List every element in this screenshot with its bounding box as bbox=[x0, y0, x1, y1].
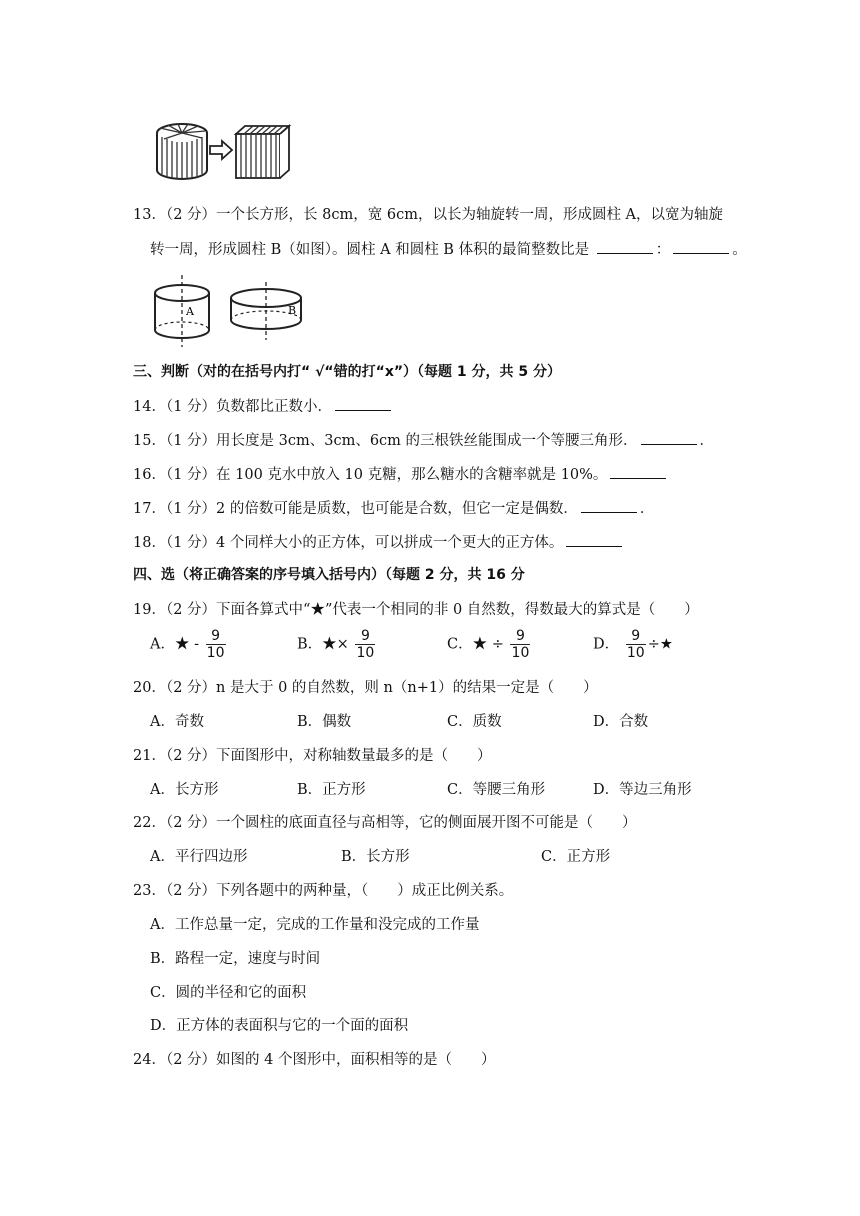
q19-d-num: 9 bbox=[631, 628, 641, 644]
q19-option-c[interactable] bbox=[447, 628, 532, 661]
q19-b-fraction bbox=[355, 628, 375, 661]
q23-option-b[interactable]: B．路程一定，速度与时间 bbox=[150, 951, 321, 967]
q20-option-d[interactable]: D．合数 bbox=[593, 714, 649, 730]
section3-heading: 三、判断（对的在括号内打“ √“错的打“x”）（每题 1 分，共 5 分） bbox=[133, 364, 562, 380]
q20-option-b[interactable]: B．偶数 bbox=[297, 714, 352, 730]
q19-b-den: 10 bbox=[356, 645, 375, 661]
q19-c-num: 9 bbox=[516, 628, 525, 644]
q17-blank[interactable] bbox=[581, 500, 637, 513]
q21-stem: 21．（2 分）下面图形中，对称轴数量最多的是（ ） bbox=[133, 748, 492, 764]
q14-blank[interactable] bbox=[335, 398, 391, 411]
q14-text: 14．（1 分）负数都比正数小． bbox=[133, 399, 333, 415]
cylinders-a-b-figure bbox=[0, 0, 860, 360]
q17 bbox=[133, 497, 654, 518]
q19-c-fraction bbox=[510, 628, 530, 661]
section4-heading: 四、选（将正确答案的序号填入括号内）（每题 2 分，共 16 分 bbox=[133, 567, 525, 583]
q21-option-a[interactable]: A．长方形 bbox=[150, 782, 219, 798]
q16-text: 16．（1 分）在 100 克水中放入 10 克糖，那么糖水的含糖率就是 10%。 bbox=[133, 467, 608, 483]
q16-blank[interactable] bbox=[610, 466, 666, 479]
q18-text: 18．（1 分）4 个同样大小的正方体，可以拼成一个更大的正方体。 bbox=[133, 535, 564, 551]
q23-option-a[interactable]: A．工作总量一定，完成的工作量和没完成的工作量 bbox=[150, 917, 480, 933]
cylinder-a-label: A bbox=[186, 305, 194, 318]
q14 bbox=[133, 395, 394, 416]
q21-option-c[interactable]: C．等腰三角形 bbox=[447, 782, 546, 798]
q23-option-c[interactable]: C．圆的半径和它的面积 bbox=[150, 985, 307, 1001]
q17-text: 17．（1 分）2 的倍数可能是质数，也可能是合数，但它一定是偶数． bbox=[133, 501, 578, 517]
q24-stem: 24．（2 分）如图的 4 个图形中，面积相等的是（ ） bbox=[133, 1052, 496, 1068]
q19-stem: 19．（2 分）下面各算式中“★”代表一个相同的非 0 自然数，得数最大的算式是（ ） bbox=[133, 602, 699, 618]
q19-c-den: 10 bbox=[511, 645, 530, 661]
q13-line2-text: 转一周，形成圆柱 B（如图）。圆柱 A 和圆柱 B 体积的最简整数比是 bbox=[150, 242, 590, 258]
q15 bbox=[133, 429, 714, 450]
q22-option-c[interactable]: C．正方形 bbox=[541, 849, 611, 865]
q15-text: 15．（1 分）用长度是 3cm、3cm、6cm 的三根铁丝能围成一个等腰三角形． bbox=[133, 433, 638, 449]
q13-end: 。 bbox=[732, 242, 747, 258]
q22-option-a[interactable]: A．平行四边形 bbox=[150, 849, 248, 865]
q19-a-label: A．★ - bbox=[150, 636, 199, 653]
q21-option-d[interactable]: D．等边三角形 bbox=[593, 782, 692, 798]
q19-d-den: 10 bbox=[626, 645, 645, 661]
q20-option-c[interactable]: C．质数 bbox=[447, 714, 502, 730]
q20-option-a[interactable]: A．奇数 bbox=[150, 714, 204, 730]
q13-line1: 13．（2 分）一个长方形，长 8cm，宽 6cm，以长为轴旋转一周，形成圆柱 A，以宽为轴旋 bbox=[133, 207, 724, 223]
q20-stem: 20．（2 分）n 是大于 0 的自然数，则 n（n+1）的结果一定是（ ） bbox=[133, 680, 598, 696]
q15-blank[interactable] bbox=[641, 432, 697, 445]
q19-option-d[interactable] bbox=[593, 628, 673, 661]
q19-a-den: 10 bbox=[206, 645, 225, 661]
q13-colon: ： bbox=[655, 242, 671, 258]
q18 bbox=[133, 531, 625, 552]
q16 bbox=[133, 463, 669, 484]
q23-option-d[interactable]: D．正方体的表面积与它的一个面的面积 bbox=[150, 1018, 409, 1034]
q19-a-num: 9 bbox=[211, 628, 221, 644]
q17-tail: ． bbox=[639, 501, 655, 517]
q15-tail: ． bbox=[699, 433, 715, 449]
q23-stem: 23．（2 分）下列各题中的两种量，（ ）成正比例关系。 bbox=[133, 883, 514, 899]
q19-option-a[interactable] bbox=[150, 628, 228, 661]
q19-c-label: C．★ ÷ bbox=[447, 636, 504, 653]
q19-d-label: D． bbox=[593, 636, 620, 653]
cylinder-b-label: B bbox=[288, 304, 297, 317]
q19-d-fraction bbox=[626, 628, 646, 661]
q19-a-fraction bbox=[206, 628, 226, 661]
q19-b-num: 9 bbox=[360, 628, 370, 644]
q21-option-b[interactable]: B．正方形 bbox=[297, 782, 366, 798]
q19-d-tail: ÷★ bbox=[647, 636, 673, 653]
q22-stem: 22．（2 分）一个圆柱的底面直径与高相等，它的侧面展开图不可能是（ ） bbox=[133, 815, 637, 831]
q19-b-label: B．★× bbox=[297, 636, 349, 653]
q18-blank[interactable] bbox=[566, 534, 622, 547]
q22-option-b[interactable]: B．长方形 bbox=[341, 849, 410, 865]
q19-option-b[interactable] bbox=[297, 628, 377, 661]
